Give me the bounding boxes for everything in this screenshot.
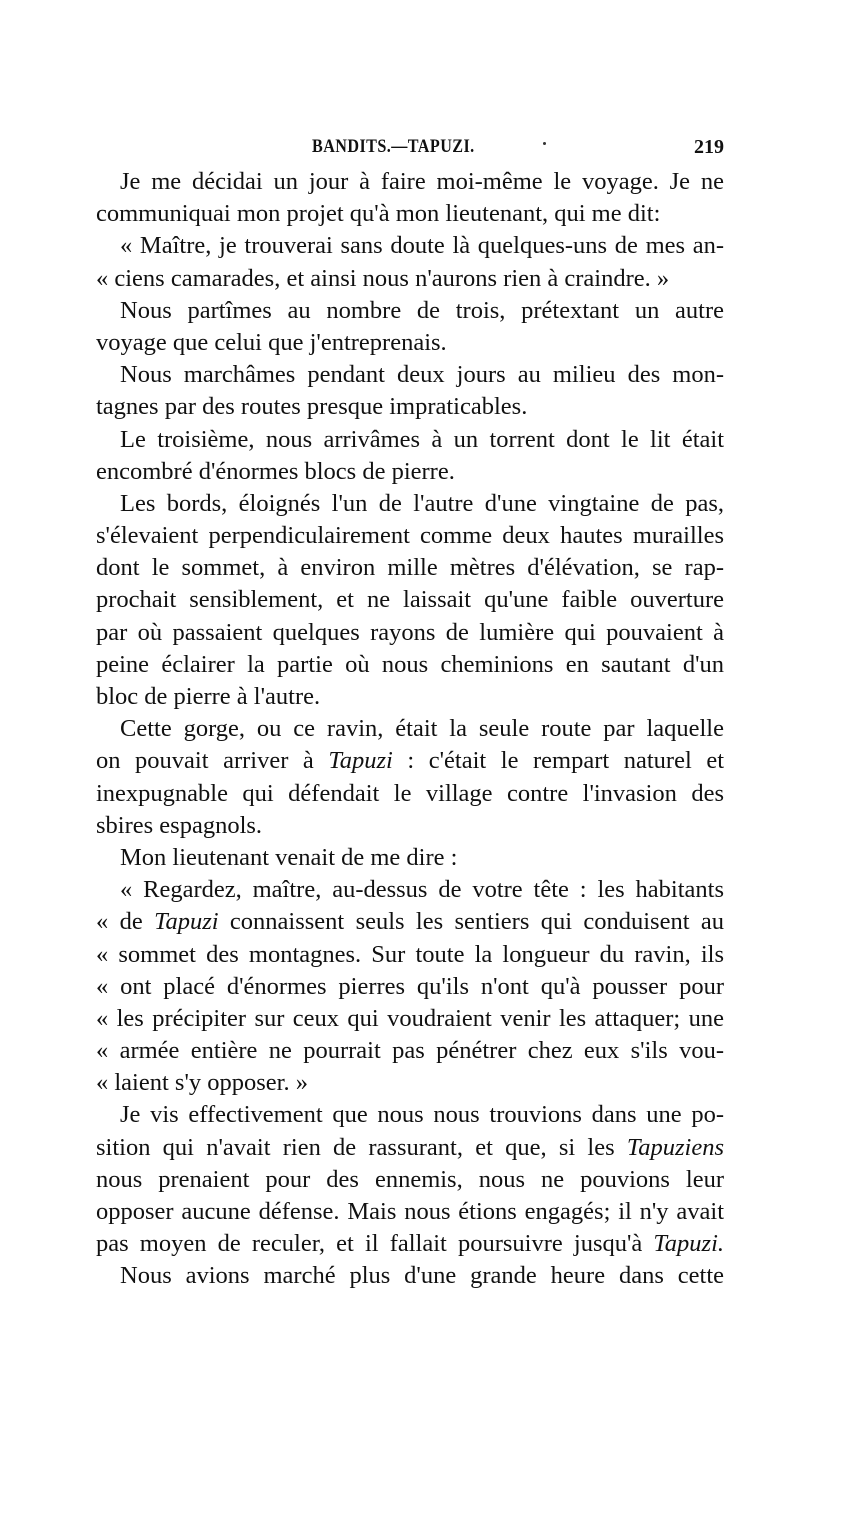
text-line: Cette gorge, ou ce ravin, était la seule route par laquelle xyxy=(120,715,724,743)
text-run: connaissent seuls les sentiers qui conduisent au xyxy=(218,908,724,936)
text-line: « ciens camarades, et ainsi nous n'aurons rien à craindre. » xyxy=(96,264,670,292)
running-title: BANDITS.—TAPUZI. xyxy=(312,136,475,157)
text-run: on pouvait arriver à xyxy=(96,747,329,775)
italic-term: Tapuzi xyxy=(328,747,393,775)
italic-term: Tapuzi xyxy=(154,908,219,936)
text-line: dont le sommet, à environ mille mètres d'élévation, se rap- xyxy=(96,554,724,582)
text-line: inexpugnable qui défendait le village contre l'invasion des xyxy=(96,779,724,807)
text-line: « ont placé d'énormes pierres qu'ils n'ont qu'à pousser pour xyxy=(96,972,724,1000)
text-line: Les bords, éloignés l'un de l'autre d'une vingtaine de pas, xyxy=(120,489,724,517)
text-line: Nous marchâmes pendant deux jours au milieu des mon- xyxy=(120,361,724,389)
italic-term: Tapuziens xyxy=(626,1133,724,1161)
text-run: « de xyxy=(96,908,155,936)
text-line: Nous partîmes au nombre de trois, prétextant un autre xyxy=(120,296,724,324)
text-line: tagnes par des routes presque impraticables. xyxy=(96,393,528,421)
text-line xyxy=(96,1228,724,1260)
page-number: 219 xyxy=(694,136,724,158)
text-line xyxy=(96,1132,724,1164)
text-line: Mon lieutenant venait de me dire : xyxy=(120,843,458,871)
text-line: Je vis effectivement que nous nous trouvions dans une po- xyxy=(120,1101,724,1129)
text-line: peine éclairer la partie où nous cheminions en sautant d'un xyxy=(96,650,724,678)
text-line xyxy=(96,906,724,938)
text-line: prochait sensiblement, et ne laissait qu'une faible ouverture xyxy=(96,586,724,614)
page-header xyxy=(96,136,724,166)
italic-term: Tapuzi. xyxy=(653,1230,724,1258)
text-line: voyage que celui que j'entreprenais. xyxy=(96,328,447,356)
text-line xyxy=(96,745,724,777)
text-run: : c'était le rempart naturel et xyxy=(392,747,724,775)
body-text xyxy=(96,166,724,1293)
text-run: sition qui n'avait rien de rassurant, et que, si les xyxy=(96,1133,627,1161)
text-line: « sommet des montagnes. Sur toute la longueur du ravin, ils xyxy=(96,940,724,968)
text-line: sbires espagnols. xyxy=(96,811,263,839)
text-line: « les précipiter sur ceux qui voudraient venir les attaquer; une xyxy=(96,1004,724,1032)
text-line: « Maître, je trouverai sans doute là quelques-uns de mes an- xyxy=(120,232,724,260)
text-line: nous prenaient pour des ennemis, nous ne pouvions leur xyxy=(96,1165,724,1193)
text-run: pas moyen de reculer, et il fallait poursuivre jusqu'à xyxy=(96,1230,654,1258)
text-line: encombré d'énormes blocs de pierre. xyxy=(96,457,455,485)
text-line: Je me décidai un jour à faire moi-même le voyage. Je ne xyxy=(120,168,724,195)
text-line: s'élevaient perpendiculairement comme deux hautes murailles xyxy=(96,522,724,550)
text-line: opposer aucune défense. Mais nous étions engagés; il n'y avait xyxy=(96,1198,724,1225)
print-speck xyxy=(543,142,546,145)
text-line: « Regardez, maître, au-dessus de votre tête : les habitants xyxy=(120,876,724,904)
text-line: par où passaient quelques rayons de lumière qui pouvaient à xyxy=(96,618,724,646)
text-line: bloc de pierre à l'autre. xyxy=(96,683,321,710)
text-line: Nous avions marché plus d'une grande heure dans cette xyxy=(120,1262,724,1290)
text-line: Le troisième, nous arrivâmes à un torrent dont le lit était xyxy=(120,425,724,453)
text-line: communiquai mon projet qu'à mon lieutenant, qui me dit: xyxy=(96,200,661,228)
text-line: « armée entière ne pourrait pas pénétrer chez eux s'ils vou- xyxy=(96,1037,724,1065)
text-line: « laient s'y opposer. » xyxy=(96,1069,308,1097)
